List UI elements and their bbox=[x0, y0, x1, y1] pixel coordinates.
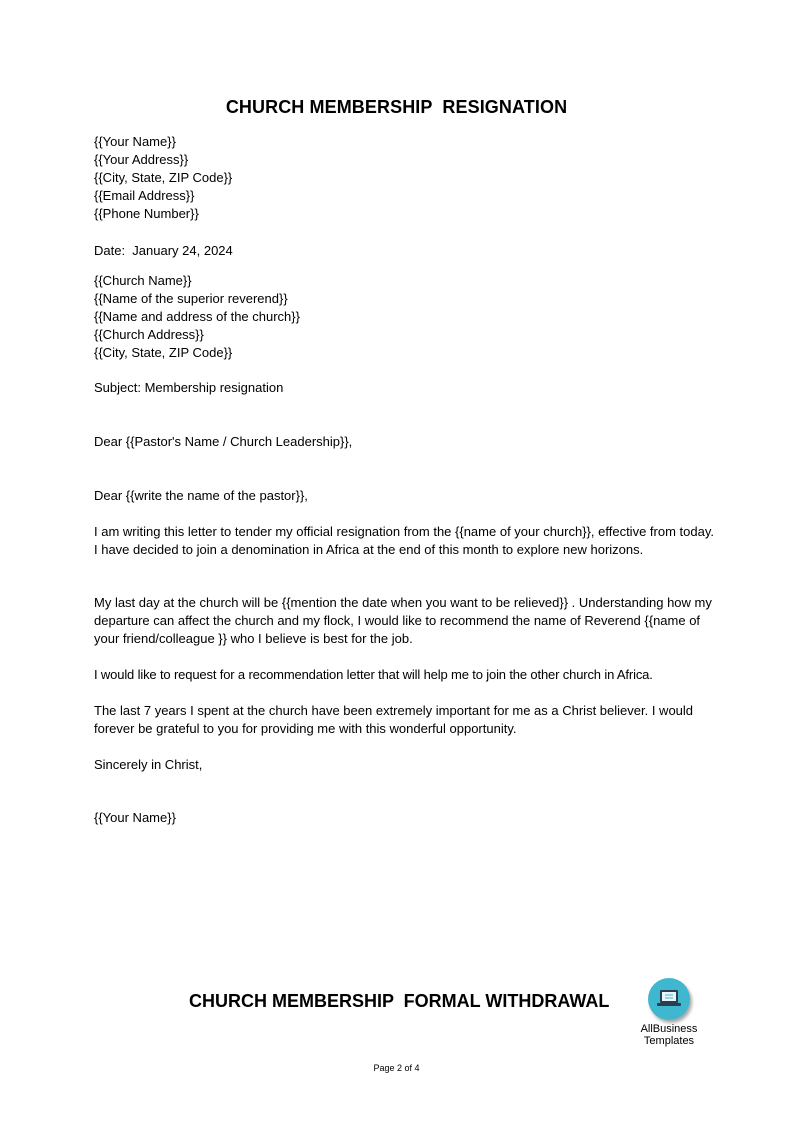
subject-text: Subject: Membership resignation bbox=[94, 380, 284, 395]
sender-city-state-zip: {{City, State, ZIP Code}} bbox=[94, 170, 233, 185]
closing-text: Sincerely in Christ, bbox=[94, 757, 203, 772]
closing-line bbox=[94, 756, 714, 774]
footer-title: CHURCH MEMBERSHIP FORMAL WITHDRAWAL bbox=[189, 991, 610, 1011]
recipient-reverend: {{Name of the superior reverend}} bbox=[94, 291, 288, 306]
date-line bbox=[94, 242, 714, 260]
subject-line bbox=[94, 379, 714, 397]
salutation-2-text: Dear {{write the name of the pastor}}, bbox=[94, 488, 308, 503]
recipient-address-block bbox=[94, 272, 714, 362]
body-paragraph-3: I would like to request for a recommendation letter that will help me to join the other church in Africa. bbox=[94, 667, 653, 682]
recipient-name-address: {{Name and address of the church}} bbox=[94, 309, 300, 324]
body-paragraph-1: I am writing this letter to tender my official resignation from the {{name of your church}}, effective from today. I have decided to join a denomination in Africa at the end of this month to explore new horizons. bbox=[94, 524, 714, 557]
body-paragraph-4: The last 7 years I spent at the church have been extremely important for me as a Christ believer. I would forever be grateful to you for providing me with this wonderful opportunity. bbox=[94, 703, 694, 736]
logo-text-line-2: Templates bbox=[643, 1035, 695, 1047]
sender-name: {{Your Name}} bbox=[94, 134, 176, 149]
logo-circle bbox=[648, 978, 690, 1020]
recipient-city-state-zip: {{City, State, ZIP Code}} bbox=[94, 345, 233, 360]
salutation-1-text: Dear {{Pastor's Name / Church Leadership}}, bbox=[94, 434, 353, 449]
logo-text bbox=[635, 1023, 703, 1047]
sender-address: {{Your Address}} bbox=[94, 152, 189, 167]
logo-text-line-1: AllBusiness bbox=[640, 1023, 698, 1035]
salutation-primary bbox=[94, 433, 714, 451]
sender-phone: {{Phone Number}} bbox=[94, 206, 199, 221]
sender-address-block bbox=[94, 133, 714, 223]
recipient-church-name: {{Church Name}} bbox=[94, 273, 192, 288]
signature-line bbox=[94, 809, 714, 827]
laptop-icon bbox=[648, 978, 690, 1020]
salutation-secondary bbox=[94, 487, 714, 505]
date-text: Date: January 24, 2024 bbox=[94, 243, 233, 258]
page-number: Page 2 of 4 bbox=[373, 1063, 420, 1073]
allbusiness-templates-logo bbox=[635, 978, 703, 1050]
document-title: CHURCH MEMBERSHIP RESIGNATION bbox=[225, 97, 568, 117]
recipient-church-address: {{Church Address}} bbox=[94, 327, 204, 342]
sender-email: {{Email Address}} bbox=[94, 188, 195, 203]
body-paragraph-2: My last day at the church will be {{mention the date when you want to be relieved}} . Understanding how my departure can affect the church and my flock, I would like to recommend the name of Reverend {{name of your friend/colleague }} who I believe is best for the job. bbox=[94, 595, 712, 646]
signature-text: {{Your Name}} bbox=[94, 810, 176, 825]
